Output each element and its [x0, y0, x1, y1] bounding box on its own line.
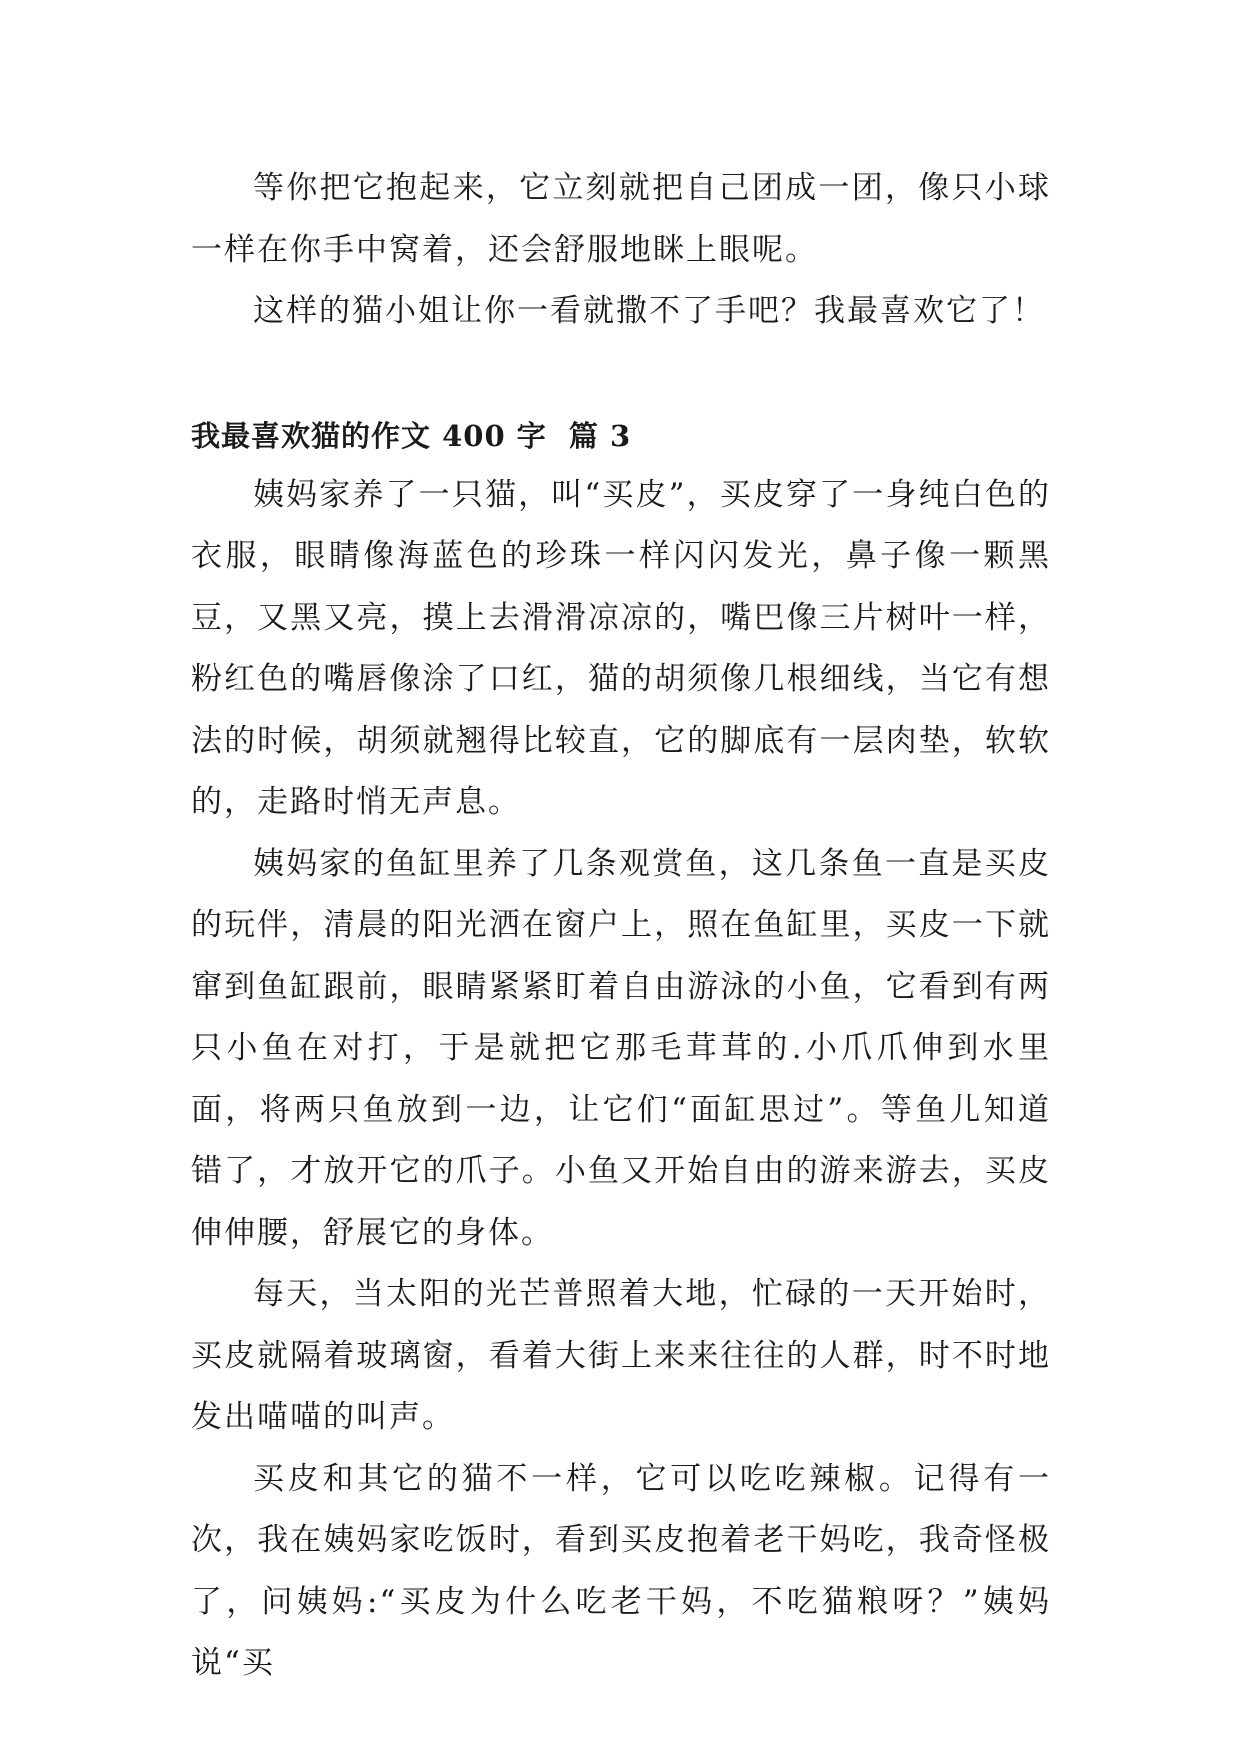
- paragraph-favorite: 这样的猫小姐让你一看就撒不了手吧？我最喜欢它了！: [253, 293, 1045, 329]
- paragraph-hug-ball: 等你把它抱起来，它立刻就把自己团成一团，像只小球一样在你手中窝着，还会舒服地眯上眼呢。: [191, 170, 1051, 268]
- paragraph-maipi-appearance: 姨妈家养了一只猫，叫“买皮”，买皮穿了一身纯白色的衣服，眼睛像海蓝色的珍珠一样闪闪发光，鼻子像一颗黑豆，又黑又亮，摸上去滑滑凉凉的，嘴巴像三片树叶一样，粉红色的嘴唇像涂了口红，猫的胡须像几根细线，当它有想法的时候，胡须就翘得比较直，它的脚底有一层肉垫，软软的，走路时悄无声息。: [191, 476, 1051, 820]
- document-body: [191, 158, 1051, 1695]
- section-heading: 我最喜欢猫的作文 400 字 篇 3: [191, 418, 632, 453]
- paragraph-window: 每天，当太阳的光芒普照着大地，忙碌的一天开始时，买皮就隔着玻璃窗，看着大街上来来往往的人群，时不时地发出喵喵的叫声。: [191, 1276, 1051, 1435]
- paragraph-chili: 买皮和其它的猫不一样，它可以吃吃辣椒。记得有一次，我在姨妈家吃饭时，看到买皮抱着老干妈吃，我奇怪极了，问姨妈:“买皮为什么吃老干妈，不吃猫粮呀？”姨妈说“买: [191, 1460, 1051, 1681]
- paragraph-fish-tank: 姨妈家的鱼缸里养了几条观赏鱼，这几条鱼一直是买皮的玩伴，清晨的阳光洒在窗户上，照在鱼缸里，买皮一下就窜到鱼缸跟前，眼睛紧紧盯着自由游泳的小鱼，它看到有两只小鱼在对打，于是就把它那毛茸茸的.小爪爪伸到水里面，将两只鱼放到一边，让它们“面缸思过”。等鱼儿知道错了，才放开它的爪子。小鱼又开始自由的游来游去，买皮伸伸腰，舒展它的身体。: [191, 845, 1051, 1251]
